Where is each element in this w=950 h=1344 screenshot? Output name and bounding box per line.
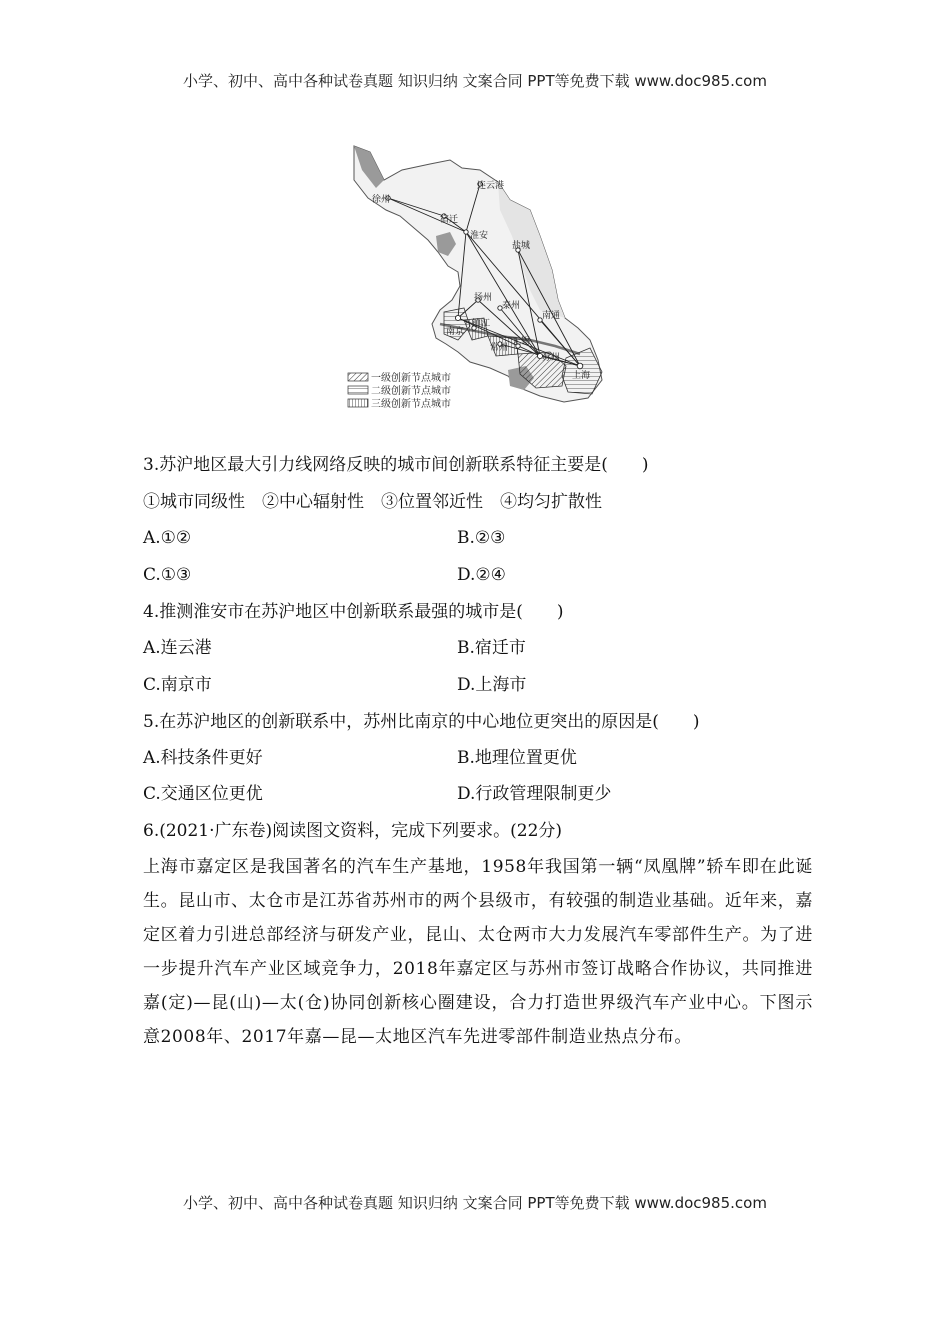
map-legend (348, 371, 451, 410)
label-lianyungang: 连云港 (477, 181, 505, 191)
label-yangzhou: 扬州 (474, 293, 493, 303)
q3-items: ①城市同级性 ②中心辐射性 ③位置邻近性 ④均匀扩散性 (143, 492, 602, 512)
label-nantong: 南通 (542, 311, 561, 321)
q5-option-b: B.地理位置更优 (457, 748, 577, 768)
legend-level-3: 三级创新节点城市 (371, 399, 451, 410)
label-suqian: 宿迁 (440, 215, 459, 225)
q4-option-d: D.上海市 (457, 675, 527, 695)
q4-stem: 4.推测淮安市在苏沪地区中创新联系最强的城市是( ) (143, 602, 564, 622)
page-header: 小学、初中、高中各种试卷真题 知识归纳 文案合同 PPT等免费下载 www.doc985.com (183, 72, 767, 90)
label-nanjing: 南京 (446, 327, 465, 337)
q6-stem: 6.(2021·广东卷)阅读图文资料，完成下列要求。(22分) (143, 821, 563, 841)
q4-option-c: C.南京市 (143, 675, 212, 695)
q5-stem: 5.在苏沪地区的创新联系中，苏州比南京的中心地位更突出的原因是( ) (143, 712, 700, 732)
q3-option-a: A.①② (143, 528, 192, 548)
label-zhenjiang: 镇江 (472, 319, 491, 329)
label-yancheng: 盐城 (512, 241, 531, 251)
label-taizhou: 泰州 (502, 301, 521, 311)
label-xuzhou: 徐州 (372, 195, 391, 205)
q5-option-a: A.科技条件更好 (143, 748, 263, 768)
q5-option-d: D.行政管理限制更少 (457, 784, 612, 804)
q6-passage (143, 850, 813, 1054)
label-wuxi: 无锡 (512, 337, 531, 347)
jiangsu-shanghai-map (340, 140, 630, 415)
label-changzhou: 常州 (490, 343, 509, 353)
q4-option-a: A.连云港 (143, 638, 212, 658)
q6-passage-text: 上海市嘉定区是我国著名的汽车生产基地，1958年我国第一辆“凤凰牌”轿车即在此诞生。昆山市、太仓市是江苏省苏州市的两个县级市，有较强的制造业基础。近年来，嘉定区着力引进总部经济与研发产业，昆山、太仓两市大力发展汽车零部件生产。为了进一步提升汽车产业区域竞争力，2018年嘉定区与苏州市签订战略合作协议，共同推进嘉(定)—昆(山)—太(仓)协同创新核心圈建设，合力打造世界级汽车产业中心。下图示意2008年、2017年嘉—昆—太地区汽车先进零部件制造业热点分布。 (143, 857, 813, 1047)
q3-stem: 3.苏沪地区最大引力线网络反映的城市间创新联系特征主要是( ) (143, 455, 649, 475)
q4-option-b: B.宿迁市 (457, 638, 526, 658)
label-huaian: 淮安 (470, 231, 489, 241)
legend-level-1: 一级创新节点城市 (371, 373, 451, 384)
legend-level-2: 二级创新节点城市 (371, 386, 451, 397)
q3-option-b: B.②③ (457, 528, 506, 548)
q3-option-d: D.②④ (457, 565, 506, 585)
page-footer: 小学、初中、高中各种试卷真题 知识归纳 文案合同 PPT等免费下载 www.doc985.com (183, 1194, 767, 1212)
label-suzhou: 苏州 (542, 353, 561, 363)
label-shanghai: 上海 (572, 371, 591, 381)
q5-option-c: C.交通区位更优 (143, 784, 263, 804)
q3-option-c: C.①③ (143, 565, 192, 585)
